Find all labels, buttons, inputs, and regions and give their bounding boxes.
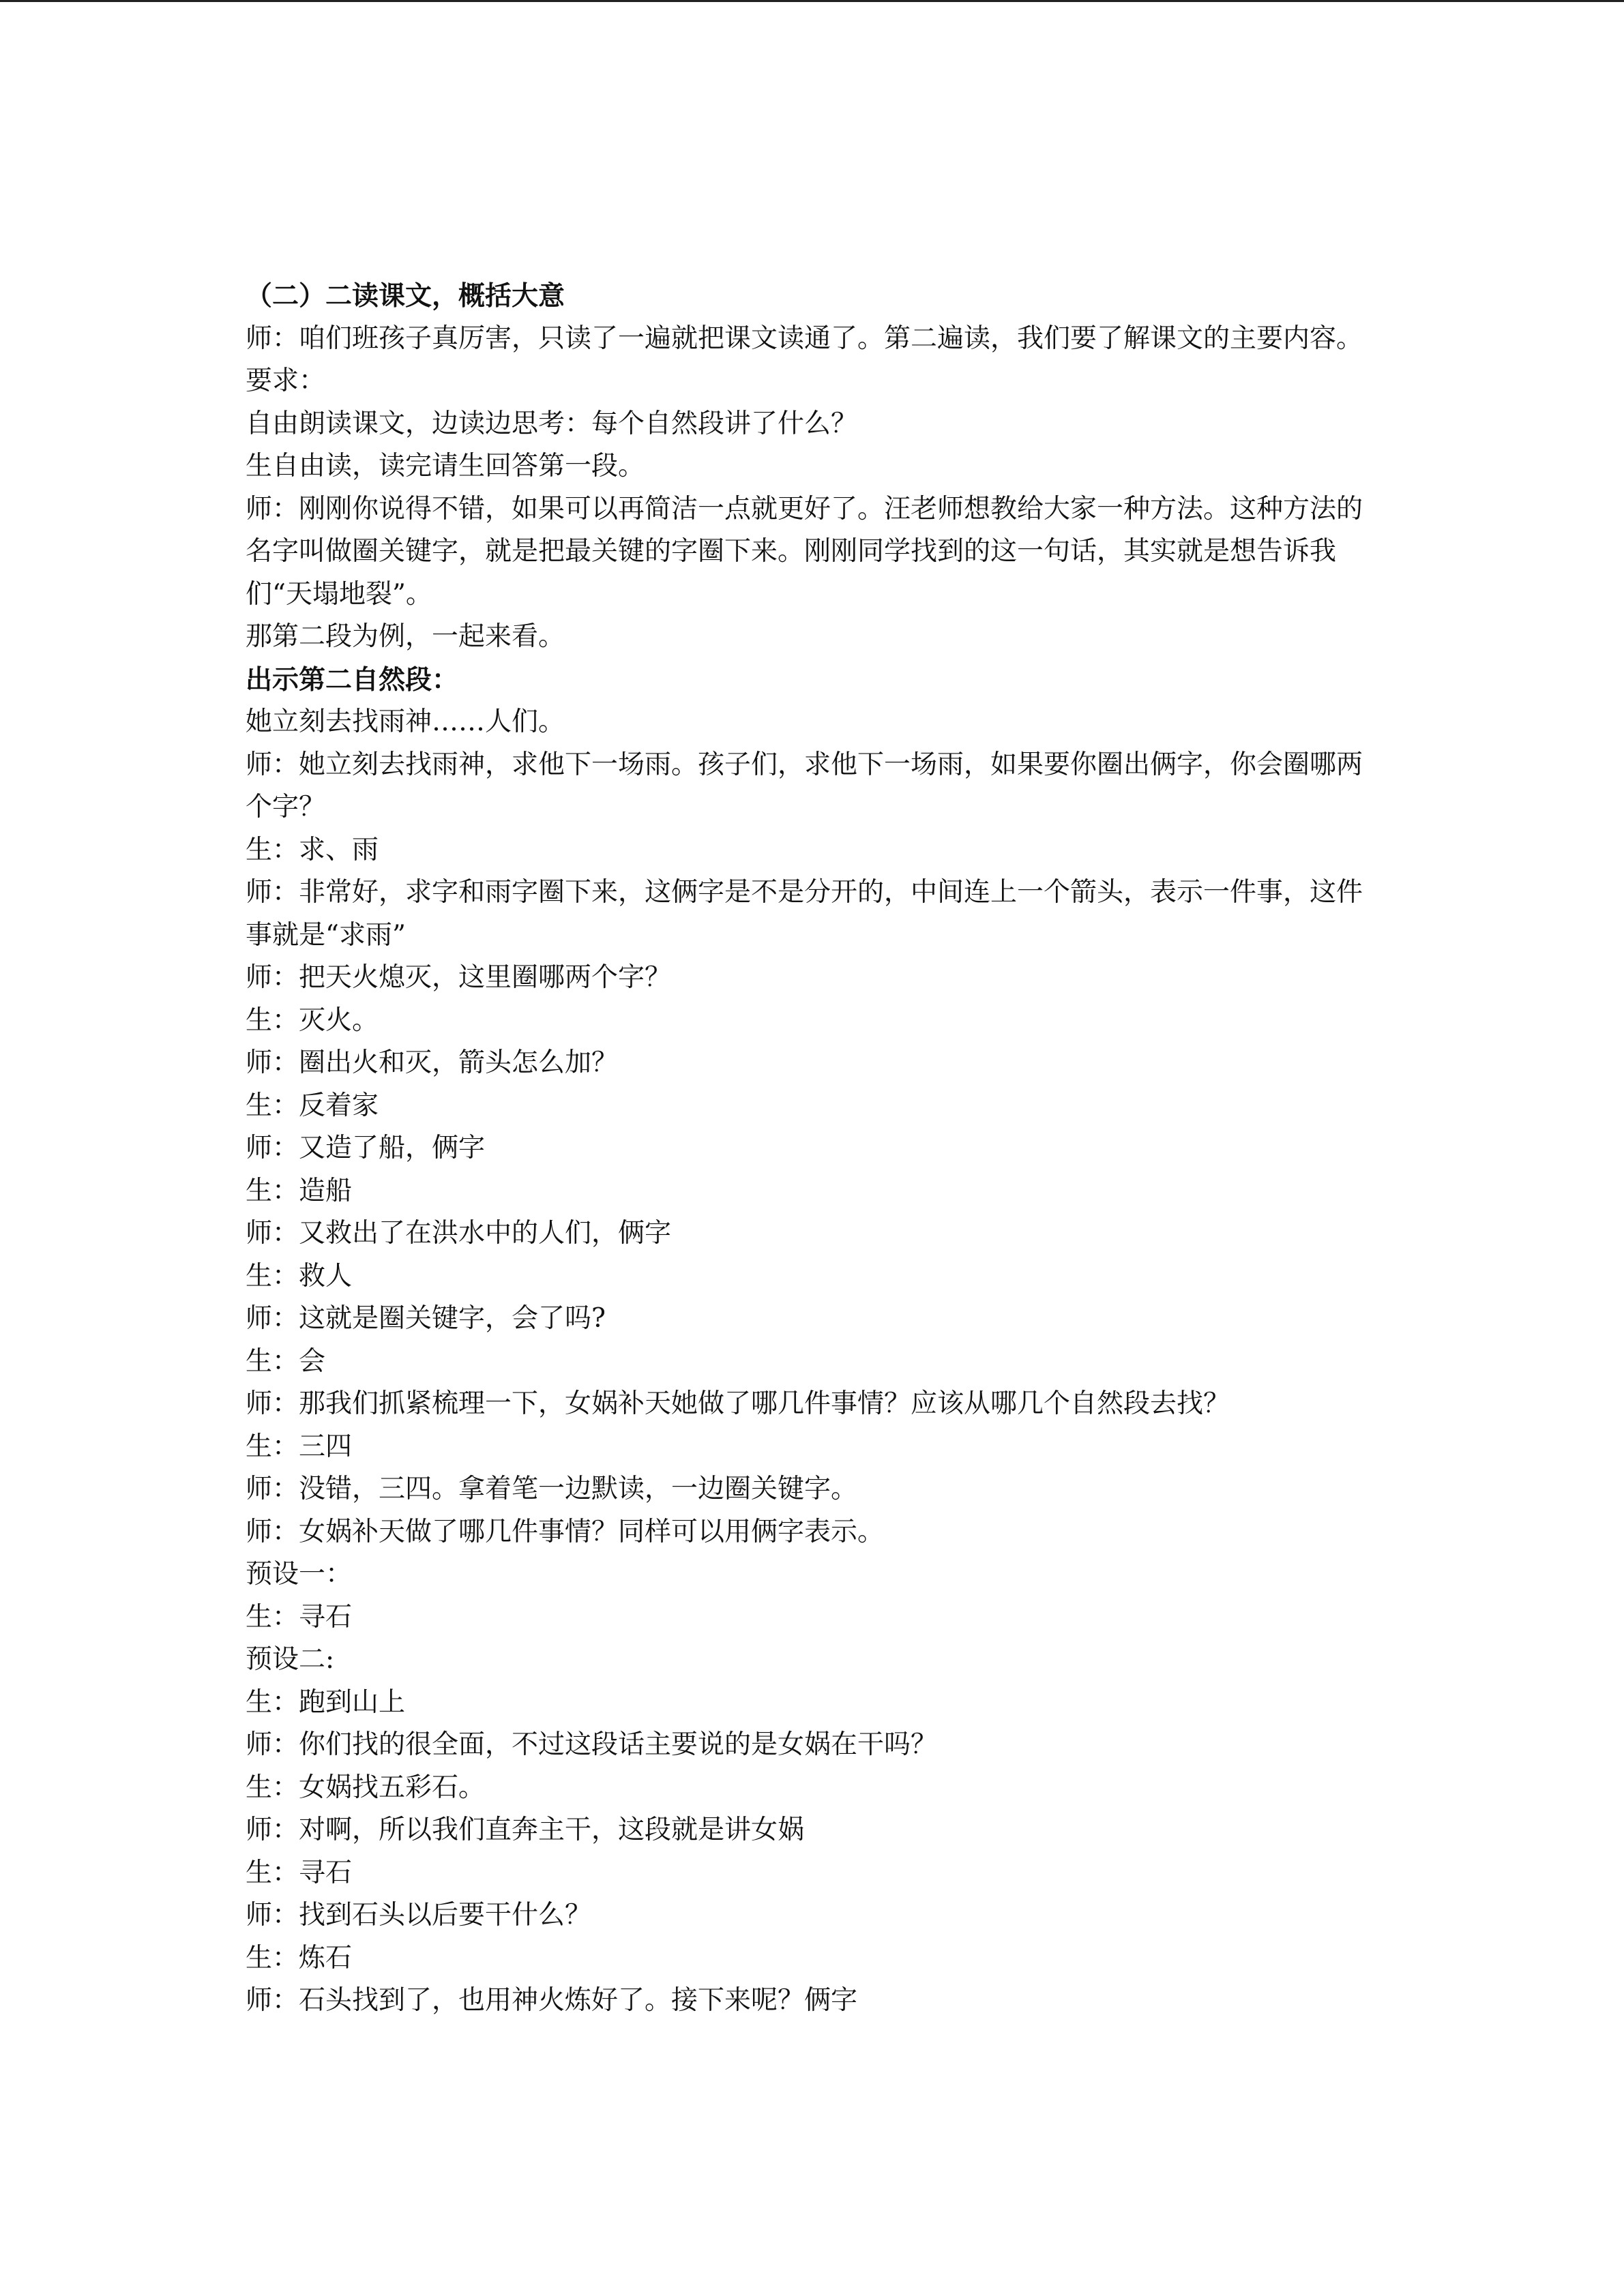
text-line: 生：女娲找五彩石。 <box>246 1772 486 1803</box>
text-line: 预设二: <box>246 1644 335 1675</box>
text-line: 生：灭火。 <box>246 1004 379 1036</box>
section-heading: 出示第二自然段： <box>246 664 459 696</box>
section-heading: （二）二读课文，概括大意 <box>246 280 565 312</box>
text-line: 生：反着家 <box>246 1090 379 1121</box>
text-line: 生：寻石 <box>246 1857 353 1888</box>
text-line: 那第二段为例，一起来看。 <box>246 621 565 652</box>
text-line: 师：没错，三四。拿着笔一边默读，一边圈关键字。 <box>246 1474 858 1504</box>
text-line: 师：非常好，求字和雨字圈下来，这俩字是不是分开的，中间连上一个箭头，表示一件事，这件事就是“求雨” <box>246 877 1363 951</box>
text-line: 师：咱们班孩子真厉害，只读了一遍就把课文读通了。第二遍读，我们要了解课文的主要内容。 <box>246 323 1363 354</box>
text-line: 她立刻去找雨神……人们。 <box>246 706 565 737</box>
text-line: 生：造船 <box>246 1175 353 1206</box>
text-line: 生：救人 <box>246 1260 353 1292</box>
text-line: 师：又救出了在洪水中的人们，俩字 <box>246 1218 672 1249</box>
text-line: 师：把天火熄灭，这里圈哪两个字？ <box>246 962 672 993</box>
text-line: 师：又造了船，俩字 <box>246 1133 486 1163</box>
document-body <box>246 275 1371 2023</box>
text-line: 师：石头找到了，也用神火炼好了。接下来呢？俩字 <box>246 1985 858 2016</box>
text-line: 师：找到石头以后要干什么？ <box>246 1900 592 1930</box>
text-line: 生：会 <box>246 1345 326 1377</box>
text-line: 生：三四 <box>246 1431 353 1462</box>
text-line: 师：女娲补天做了哪几件事情？同样可以用俩字表示。 <box>246 1516 885 1547</box>
text-line: 师：对啊，所以我们直奔主干，这段就是讲女娲 <box>246 1815 805 1845</box>
text-line: 师：圈出火和灭，箭头怎么加？ <box>246 1047 619 1078</box>
text-line: 自由朗读课文，边读边思考：每个自然段讲了什么？ <box>246 408 858 439</box>
text-line: 师：她立刻去找雨神，求他下一场雨。孩子们，求他下一场雨，如果要你圈出俩字，你会圈哪两个字？ <box>246 749 1363 822</box>
text-line: 师：刚刚你说得不错，如果可以再简洁一点就更好了。汪老师想教给大家一种方法。这种方法的名字叫做圈关键字，就是把最关键的字圈下来。刚刚同学找到的这一句话，其实就是想告诉我们“天塌地裂”。 <box>246 493 1363 610</box>
text-line: 生：炼石 <box>246 1942 353 1973</box>
text-line: 要求： <box>246 366 326 396</box>
text-line: 生自由读，读完请生回答第一段。 <box>246 451 645 481</box>
text-line: 生：求、雨 <box>246 834 379 865</box>
text-line: 生：寻石 <box>246 1601 353 1632</box>
text-line: 生：跑到山上 <box>246 1686 406 1718</box>
text-line: 预设一： <box>246 1559 353 1590</box>
text-line: 师：那我们抓紧梳理一下，女娲补天她做了哪几件事情？应该从哪几个自然段去找？ <box>246 1388 1230 1419</box>
text-line: 师：这就是圈关键字，会了吗? <box>246 1303 606 1334</box>
text-line: 师：你们找的很全面，不过这段话主要说的是女娲在干吗？ <box>246 1729 938 1760</box>
